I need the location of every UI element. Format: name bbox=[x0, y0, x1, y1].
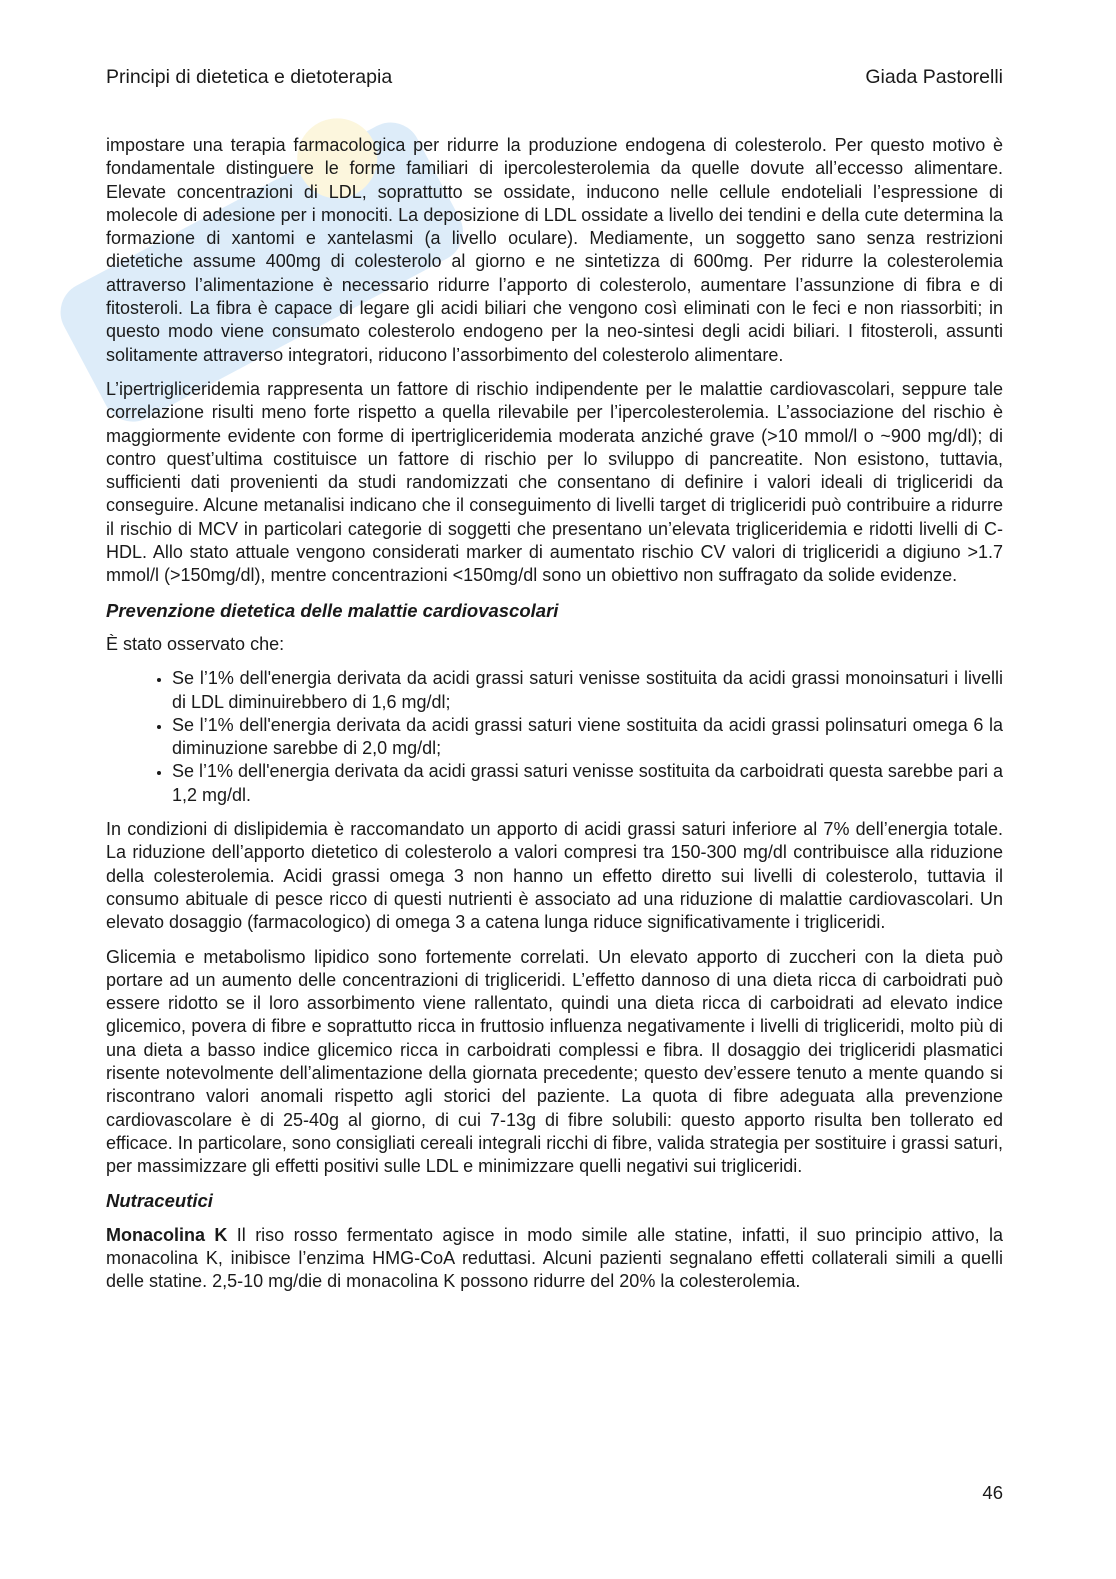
section-heading-nutraceuticals: Nutraceutici bbox=[106, 1190, 213, 1212]
header-author: Giada Pastorelli bbox=[865, 66, 1003, 88]
list-item: • Se l’1% dell'energia derivata da acidi grassi saturi venisse sostituita da acidi grassi monoinsaturi i livelli di LDL diminuirebbero di 1,6 mg/dl; bbox=[172, 667, 1003, 714]
term-monacolina-k: Monacolina K bbox=[106, 1224, 228, 1245]
bullet-list bbox=[106, 667, 1003, 807]
paragraph-monacolin bbox=[106, 1224, 1003, 1294]
paragraph-dyslipidemia: In condizioni di dislipidemia è raccomandato un apporto di acidi grassi saturi inferiore al 7% dell’energia totale. La riduzione dell’apporto dietetico di colesterolo a valori compresi tra 150-300 mg/dl contribuisce alla riduzione della colesterolemia. Acidi grassi omega 3 non hanno un effetto diretto sui livelli di colesterolo, tuttavia il consumo abituale di pesce ricco di questi nutrienti è associato ad una riduzione di malattie cardiovascolari. Un elevato dosaggio (farmacologico) di omega 3 a catena lunga riduce significativamente i trigliceridi. bbox=[106, 819, 1003, 933]
header-title: Principi di dietetica e dietoterapia bbox=[106, 66, 393, 88]
paragraph-glycemia: Glicemia e metabolismo lipidico sono fortemente correlati. Un elevato apporto di zuccheri con la dieta può portare ad un aumento delle concentrazioni di trigliceridi. L’effetto dannoso di una dieta ricca di carboidrati può essere ridotto se il loro assorbimento viene rallentato, quindi una dieta ricca di carboidrati ad elevato indice glicemico, povera di fibre e soprattutto ricca in fruttosio influenza negativamente i livelli di trigliceridi, molto più di una dieta a basso indice glicemico ricca in carboidrati complessi e fibra. Il dosaggio dei trigliceridi plasmatici risente notevolmente dell’alimentazione della giornata precedente; questo dev’essere tenuto a mente quando si riscontrano valori anomali rispetto agli storici del paziente. La quota di fibre adeguata alla prevenzione cardiovascolare è di 25-40g al giorno, di cui 7-13g di fibre solubili: questo apporto risulta ben tollerato ed efficace. In particolare, sono consigliati cereali integrali ricchi di fibre, valida strategia per sostituire i grassi saturi, per massimizzare gli effetti positivi sulle LDL e minimizzare quelli negativi sui trigliceridi. bbox=[106, 946, 1003, 1177]
page-number: 46 bbox=[982, 1482, 1003, 1503]
paragraph-monacolin-text: Il riso rosso fermentato agisce in modo simile alle statine, infatti, il suo principio attivo, la monacolina K, inibisce l’enzima HMG-CoA reduttasi. Alcuni pazienti segnalano effetti collaterali simili a quelli delle statine. 2,5-10 mg/die di monacolina K possono ridurre del 20% la colesterolemia. bbox=[106, 1224, 1003, 1292]
paragraph-cholesterol: impostare una terapia farmacologica per ridurre la produzione endogena di colesterolo. Per questo motivo è fondamentale distinguere le forme familiari di ipercolesterolemia da quelle dovute all’eccesso alimentare. Elevate concentrazioni di LDL, soprattutto se ossidate, inducono nelle cellule endoteliali l’espressione di molecole di adesione per i monociti. La deposizione di LDL ossidate a livello dei tendini e della cute determina la formazione di xantomi e xantelasmi (a livello oculare). Mediamente, un soggetto sano senza restrizioni dietetiche assume 400mg di colesterolo al giorno e ne sintetizza di 600mg. Per ridurre la colesterolemia attraverso l’alimentazione è necessario ridurre l’apporto di colesterolo, aumentare l’assunzione di fibra e di fitosteroli. La fibra è capace di legare gli acidi biliari che vengono così eliminati con le feci e non riassorbiti; in questo modo viene consumato colesterolo endogeno per la neo-sintesi degli acidi biliari. I fitosteroli, assunti solitamente attraverso integratori, riducono l’assorbimento del colesterolo alimentare. bbox=[106, 135, 1003, 365]
section-heading-prevention: Prevenzione dietetica delle malattie cardiovascolari bbox=[106, 599, 559, 621]
page-body bbox=[106, 134, 1003, 1305]
paragraph-hypertriglyceridemia: L’ipertrigliceridemia rappresenta un fattore di rischio indipendente per le malattie cardiovascolari, seppure tale correlazione risulti meno forte rispetto a quella rilevabile per l’ipercolesterolemia. L’associazione del rischio è maggiormente evidente con forme di ipertrigliceridemia moderata anziché grave (>10 mmol/l o ~900 mg/dl); di contro quest’ultima costituisce un fattore di rischio per lo sviluppo di pancreatite. Non esistono, tuttavia, sufficienti dati provenienti da studi randomizzati che consentano di definire i valori ideali di trigliceridi da conseguire. Alcune metanalisi indicano che il conseguimento di livelli target di trigliceridi può contribuire a ridurre il rischio di MCV in particolari categorie di soggetti che presentano un’elevata trigliceridemia e ridotti livelli di C-HDL. Allo stato attuale vengono considerati marker di aumentato rischio CV valori di trigliceridi a digiuno >1.7 mmol/l (>150mg/dl), mentre concentrazioni <150mg/dl sono un obiettivo non suffragato da solide evidenze. bbox=[106, 378, 1003, 586]
list-item: • Se l’1% dell'energia derivata da acidi grassi saturi viene sostituita da acidi grassi polinsaturi omega 6 la diminuzione sarebbe di 2,0 mg/dl; bbox=[172, 714, 1003, 761]
list-item: • Se l’1% dell'energia derivata da acidi grassi saturi venisse sostituita da carboidrati questa sarebbe pari a 1,2 mg/dl. bbox=[172, 760, 1003, 807]
page-header bbox=[106, 66, 1003, 89]
paragraph-observed: È stato osservato che: bbox=[106, 633, 285, 654]
